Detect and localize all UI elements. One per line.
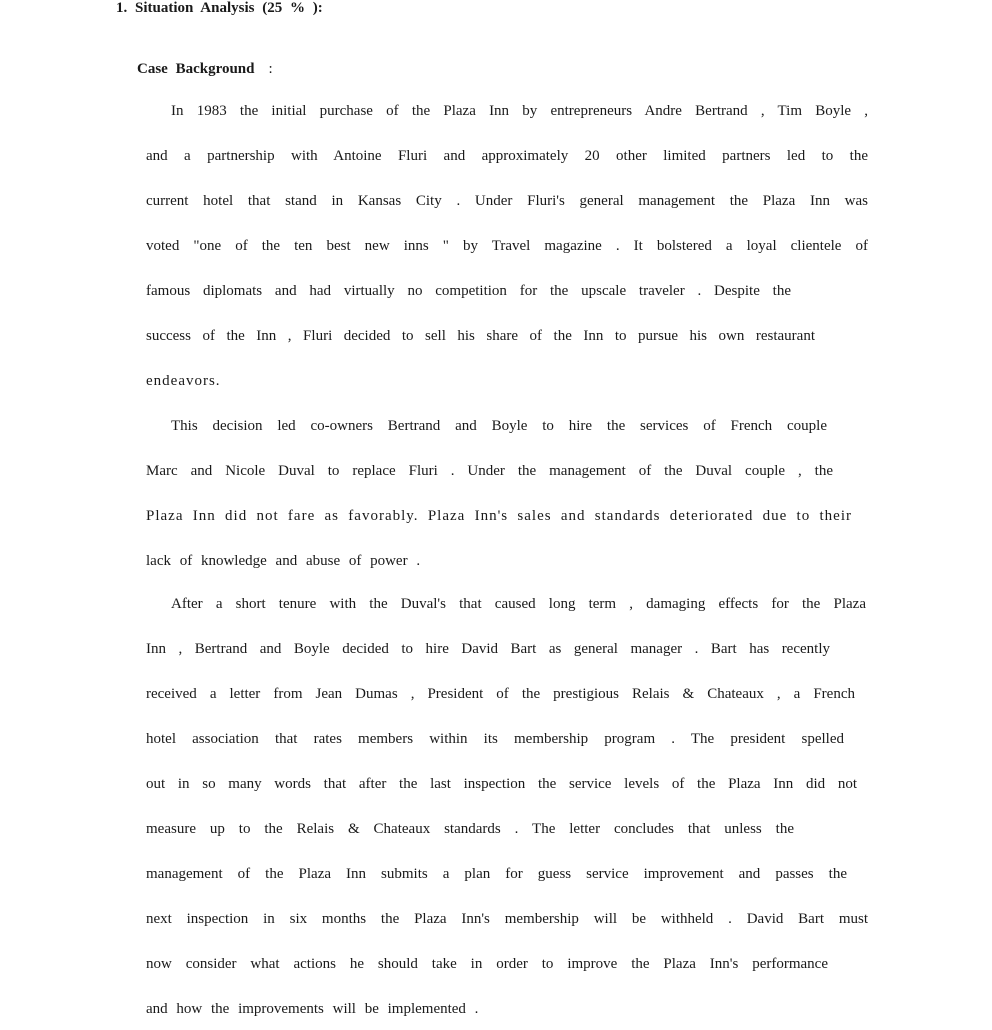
- paragraph-line: Marc and Nicole Duval to replace Fluri . Under the management of the Duval couple , the: [146, 463, 833, 479]
- paragraph-line: In 1983 the initial purchase of the Plaza Inn by entrepreneurs Andre Bertrand , Tim Boyle ,: [171, 103, 868, 119]
- paragraph-line: and a partnership with Antoine Fluri and approximately 20 other limited partners led to the: [146, 148, 868, 164]
- paragraph-line: voted "one of the ten best new inns " by Travel magazine . It bolstered a loyal clientele of: [146, 238, 868, 254]
- paragraph-line: measure up to the Relais & Chateaux standards . The letter concludes that unless the: [146, 821, 794, 837]
- paragraph-line: endeavors.: [146, 373, 221, 389]
- paragraph-line: After a short tenure with the Duval's that caused long term , damaging effects for the Plaza: [171, 596, 866, 612]
- subheading-colon: :: [268, 61, 273, 77]
- paragraph-line: and how the improvements will be implemented .: [146, 1001, 479, 1017]
- paragraph-line: Plaza Inn did not fare as favorably. Plaza Inn's sales and standards deteriorated due to their: [146, 508, 852, 524]
- paragraph-line: success of the Inn , Fluri decided to sell his share of the Inn to pursue his own restaurant: [146, 328, 815, 344]
- paragraph-line: hotel association that rates members within its membership program . The president spelled: [146, 731, 844, 747]
- paragraph-line: received a letter from Jean Dumas , President of the prestigious Relais & Chateaux , a French: [146, 686, 855, 702]
- paragraph-line: management of the Plaza Inn submits a plan for guess service improvement and passes the: [146, 866, 847, 882]
- paragraph-line: famous diplomats and had virtually no competition for the upscale traveler . Despite the: [146, 283, 791, 299]
- paragraph-line: This decision led co-owners Bertrand and Boyle to hire the services of French couple: [171, 418, 827, 434]
- paragraph-line: out in so many words that after the last inspection the service levels of the Plaza Inn did not: [146, 776, 857, 792]
- section-heading: 1. Situation Analysis (25 % ):: [116, 0, 323, 16]
- paragraph-line: lack of knowledge and abuse of power .: [146, 553, 421, 569]
- paragraph-line: next inspection in six months the Plaza Inn's membership will be withheld . David Bart must: [146, 911, 868, 927]
- paragraph-line: now consider what actions he should take in order to improve the Plaza Inn's performance: [146, 956, 828, 972]
- paragraph-line: Inn , Bertrand and Boyle decided to hire David Bart as general manager . Bart has recently: [146, 641, 830, 657]
- paragraph-line: current hotel that stand in Kansas City . Under Fluri's general management the Plaza Inn was: [146, 193, 868, 209]
- subheading-label: Case Background: [137, 61, 255, 77]
- case-background-subheading: [137, 61, 273, 78]
